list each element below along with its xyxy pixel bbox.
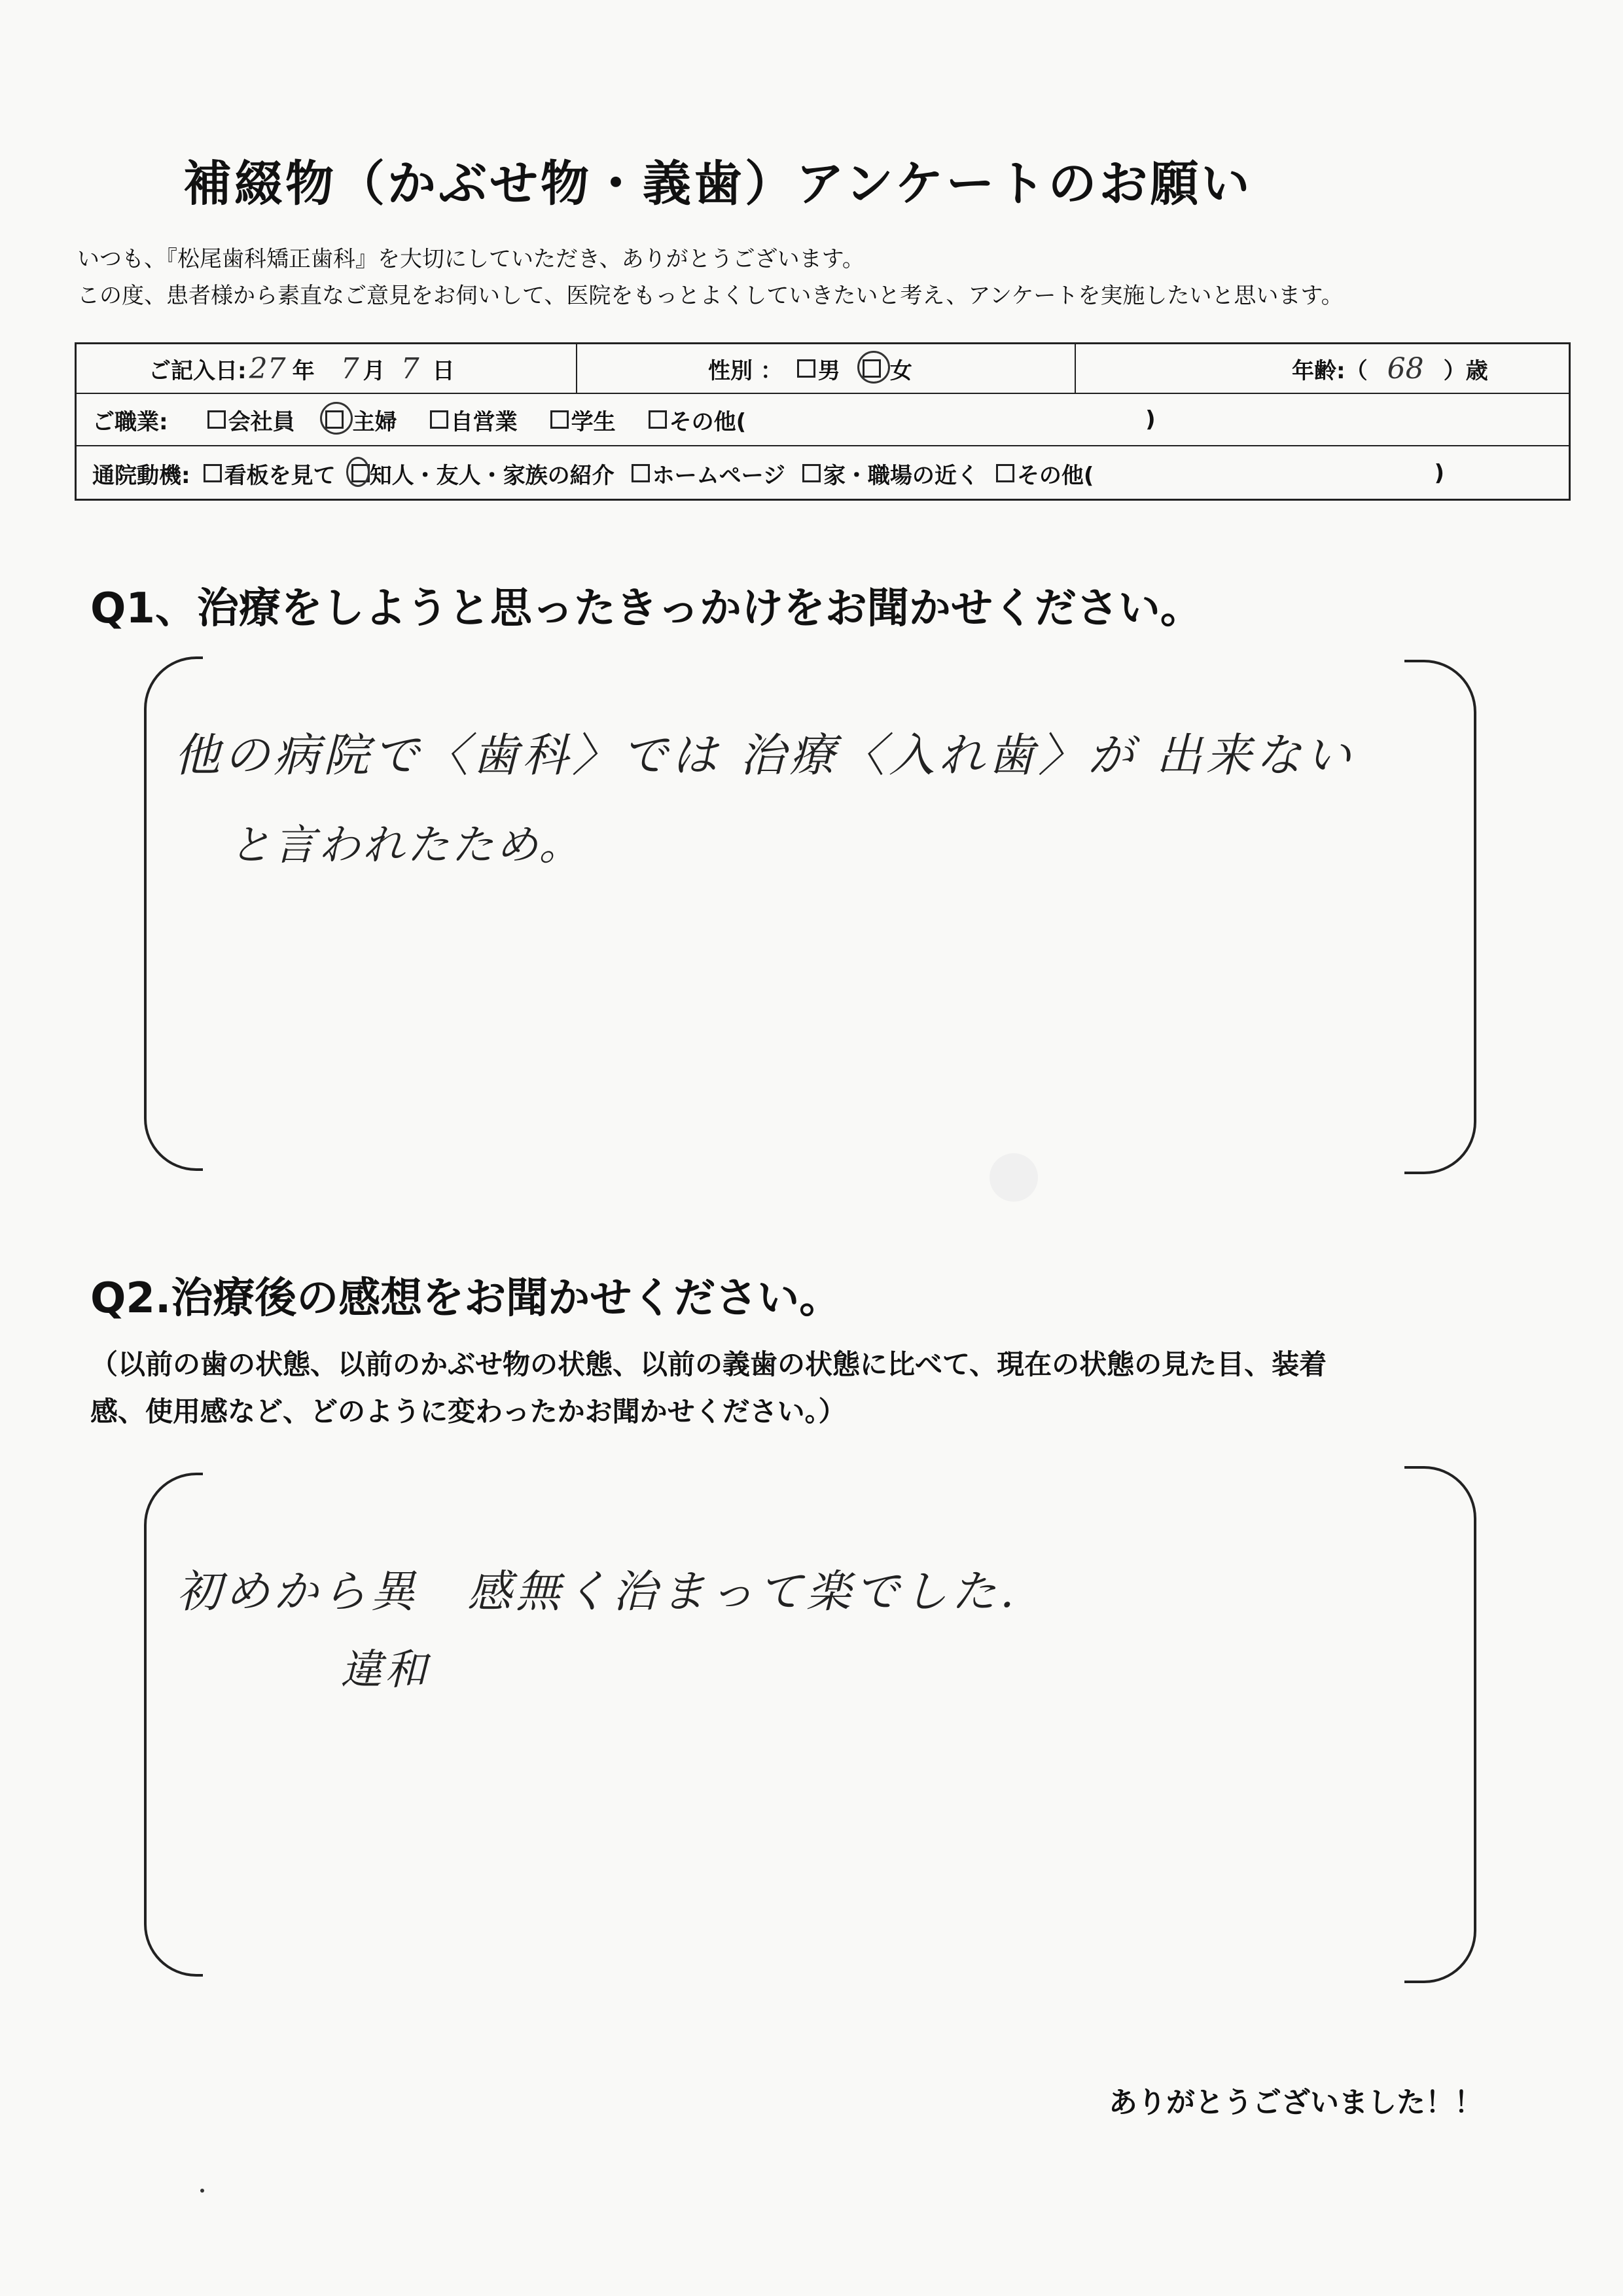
date-day-value: 7 — [401, 351, 419, 386]
motive-checkbox-nearby[interactable] — [802, 464, 821, 482]
gender-female-label: 女 — [889, 357, 912, 384]
motive-other-close: ) — [1434, 460, 1445, 486]
age-unit: ）歳 — [1443, 357, 1488, 384]
occupation-housewife-circle-mark — [320, 402, 353, 435]
age-label: 年齢:（ — [1292, 357, 1368, 384]
question-2-note-line-1: （以前の歯の状態、以前のかぶせ物の状態、以前の義歯の状態に比べて、現在の状態の見た目、装着 — [90, 1348, 1327, 1380]
date-year-value: 27 — [249, 351, 286, 386]
motive-option-homepage: ホームページ — [652, 462, 785, 489]
occupation-option-employee: 会社員 — [228, 408, 295, 435]
occupation-checkbox-self-employed[interactable] — [430, 410, 448, 429]
date-day-unit: 日 — [432, 357, 455, 384]
stray-pen-mark — [200, 2189, 204, 2193]
q2-answer-box-left-bracket — [144, 1473, 203, 1977]
date-month-value: 7 — [340, 351, 359, 386]
gender-label: 性別 ： — [708, 357, 783, 384]
gender-cell — [577, 344, 1076, 393]
q1-answer-box-right-bracket — [1404, 660, 1476, 1174]
motive-checkbox-signboard[interactable] — [204, 464, 222, 482]
date-month-unit: 月 — [363, 357, 385, 384]
age-cell[interactable] — [1076, 344, 1571, 393]
occupation-label: ご職業: — [92, 408, 168, 435]
occupation-option-student: 学生 — [571, 408, 616, 435]
info-row-motive — [77, 446, 1569, 500]
date-year-unit: 年 — [292, 357, 315, 384]
occupation-option-housewife: 主婦 — [352, 408, 397, 435]
gender-male-label: 男 — [817, 357, 840, 384]
occupation-option-self-employed: 自営業 — [450, 408, 518, 435]
occupation-cell — [77, 394, 1569, 445]
motive-checkbox-homepage[interactable] — [632, 464, 650, 482]
date-label: ご記入日: — [149, 357, 247, 384]
thanks-message: ありがとうございました！！ — [1109, 2086, 1483, 2119]
occupation-checkbox-other[interactable] — [649, 410, 667, 429]
motive-referral-circle-mark — [346, 457, 370, 487]
occupation-checkbox-student[interactable] — [550, 410, 569, 429]
occupation-option-other: その他( — [669, 408, 747, 435]
motive-option-nearby: 家・職場の近く — [823, 462, 979, 489]
motive-option-signboard: 看板を見て — [224, 462, 336, 489]
q1-answer-line-1[interactable]: 他の病院で〈歯科〉では 治療〈入れ歯〉が 出来ない — [174, 728, 1355, 782]
q1-answer-line-2[interactable]: と言われたため。 — [229, 821, 584, 870]
gender-female-circle-mark — [857, 351, 890, 384]
question-1: Q1、治療をしようと思ったきっかけをお聞かせください。 — [90, 584, 1202, 633]
age-value: 68 — [1387, 351, 1424, 386]
question-2-note-line-2: 感、使用感など、どのように変わったかお聞かせください。） — [90, 1395, 846, 1427]
respondent-info-table — [75, 342, 1571, 501]
info-row-occupation — [77, 394, 1569, 446]
q2-answer-line-1[interactable]: 初めから異 感無く治まって楽でした. — [177, 1566, 1018, 1618]
motive-cell — [77, 446, 1569, 500]
info-row-date-gender-age — [77, 344, 1569, 394]
question-2: Q2.治療後の感想をお聞かせください。 — [90, 1274, 842, 1323]
gender-male-checkbox[interactable] — [797, 359, 815, 378]
motive-option-referral: 知人・友人・家族の紹介 — [369, 462, 615, 489]
q2-answer-box-right-bracket — [1404, 1466, 1476, 1983]
motive-label: 通院動機: — [92, 462, 190, 489]
occupation-other-close: ) — [1145, 406, 1156, 433]
intro-line-2: この度、患者様から素直なご意見をお伺いして、医院をもっとよくしていきたいと考え、アンケートを実施したいと思います。 — [77, 283, 1344, 309]
motive-option-other: その他( — [1016, 462, 1094, 489]
motive-checkbox-other[interactable] — [996, 464, 1014, 482]
paper-smudge — [990, 1153, 1038, 1202]
page-title: 補綴物（かぶせ物・義歯）アンケートのお願い — [183, 156, 1253, 212]
occupation-checkbox-employee[interactable] — [207, 410, 226, 429]
date-cell[interactable] — [77, 344, 577, 393]
q2-answer-inserted-word[interactable]: 違和 — [340, 1646, 429, 1695]
intro-line-1: いつも、『松尾歯科矯正歯科』を大切にしていただき、ありがとうございます。 — [77, 246, 865, 272]
